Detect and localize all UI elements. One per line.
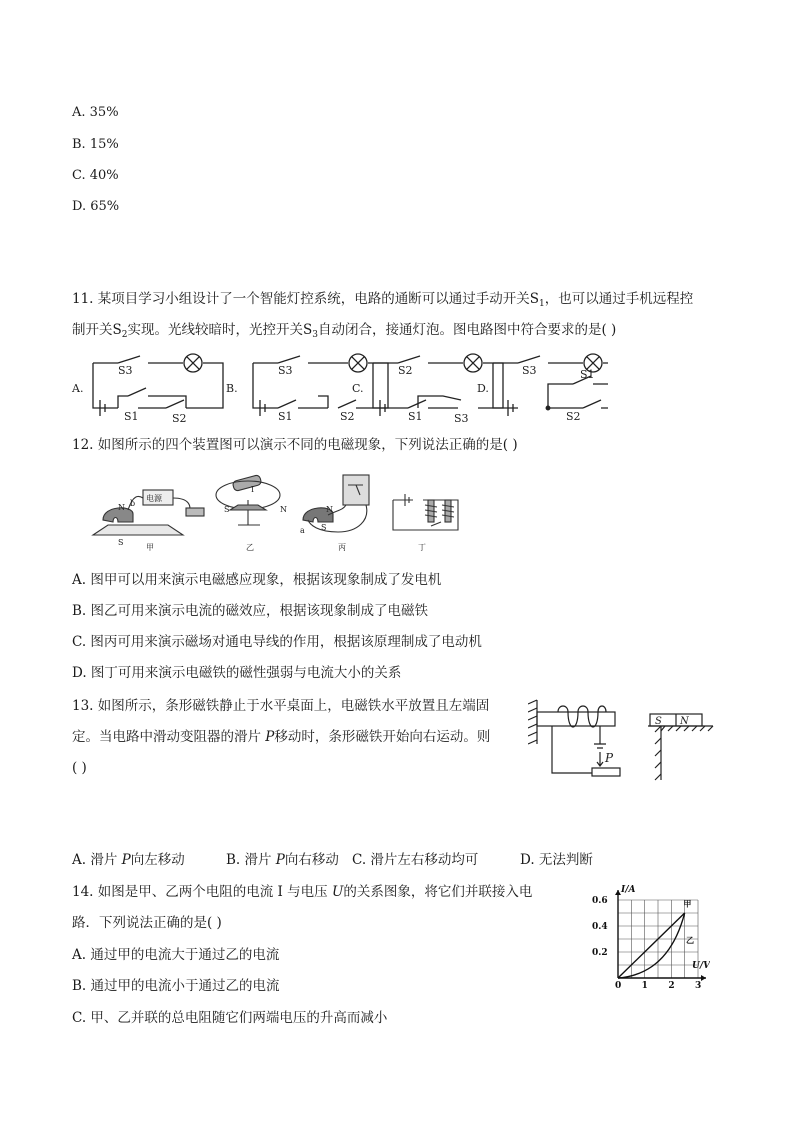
figure-jia-n: N [118, 503, 125, 512]
iv-chart [590, 882, 710, 990]
q14-stem-line1: 14. 如图是甲、乙两个电阻的电流 I 与电压 U的关系图象，将它们并联接入电 [72, 884, 533, 900]
x-tick-label: 1 [641, 981, 648, 990]
circuit-b-switch-1: S1 [278, 410, 293, 423]
circuit-d [493, 354, 608, 416]
q14-option-a: A. 通过甲的电流大于通过乙的电流 [72, 947, 280, 963]
q11-stem-line1: 11. 某项目学习小组设计了一个智能灯控系统，电路的通断可以通过手动开关$S_1$，也可以通过手机远程控 [72, 291, 694, 309]
figure-yi [216, 475, 280, 525]
circuit-label-d: D. [477, 382, 489, 395]
x-tick-label: 0 [615, 981, 622, 990]
q13-fig-s-label: S [655, 716, 662, 727]
figure-label-ding: 丁 [418, 543, 426, 552]
q13-fig-n-label: N [680, 716, 689, 727]
circuit-c-switch-2: S3 [454, 412, 469, 425]
q14-option-b: B. 通过甲的电流小于通过乙的电流 [72, 978, 280, 994]
circuit-d-top-switch: S3 [522, 364, 537, 377]
figure-bing-n: N [326, 505, 333, 514]
figure-label-jia: 甲 [146, 543, 154, 552]
y-axis-label: I/A [621, 885, 636, 895]
q13-fig-p-label: P [605, 751, 614, 765]
figure-bing-a: a [300, 526, 305, 535]
q13-option-d: D. 无法判断 [520, 852, 593, 868]
chart-series [618, 913, 685, 978]
q10-option-a: A. 35% [72, 105, 119, 120]
circuit-d-switch-1: S1 [580, 368, 595, 381]
circuit-label-a: A. [72, 382, 84, 395]
figure-yi-n: N [280, 505, 287, 514]
y-tick-label: 0.4 [592, 922, 608, 932]
circuit-label-c: C. [352, 382, 364, 395]
q10-option-b: B. 15% [72, 137, 119, 152]
q12-option-c: C. 图丙可用来演示磁场对通电导线的作用，根据该原理制成了电动机 [72, 634, 482, 650]
figure-jia-s: S [118, 538, 124, 547]
q11-stem-line2: 制开关$S_2$实现。光线较暗时，光控开关$S_3$自动闭合，接通灯泡。图电路图中符合要求的是( ) [72, 322, 617, 340]
x-axis-arrow [701, 975, 706, 981]
figure-bing-s: S [321, 523, 327, 532]
figure-ding [393, 494, 458, 530]
circuit-d-switch-2: S2 [566, 410, 581, 423]
figure-yi-s: S [224, 505, 230, 514]
q10-option-c: C. 40% [72, 168, 119, 183]
circuit-b-top-switch: S3 [278, 364, 293, 377]
circuit-a-top-switch: S3 [118, 364, 133, 377]
q10-option-d: D. 65% [72, 199, 120, 214]
circuit-b [253, 354, 388, 416]
circuit-a-switch-1: S1 [124, 410, 139, 423]
q13-option-a: A. 滑片 P向左移动 [72, 852, 185, 868]
x-axis-label: U/V [692, 961, 710, 971]
circuit-c-switch-1: S1 [408, 410, 423, 423]
q11-circuits-figure [68, 348, 608, 428]
figure-power-label: 电源 [146, 494, 162, 503]
series-jia-line [618, 913, 685, 978]
q13-stem-line3: ( ) [72, 760, 87, 776]
y-tick-label: 0.6 [592, 896, 608, 906]
q12-stem: 12. 如图所示的四个装置图可以演示不同的电磁现象，下列说法正确的是( ) [72, 437, 518, 453]
series-jia-label: 甲 [683, 898, 692, 909]
q12-option-a: A. 图甲可以用来演示电磁感应现象，根据该现象制成了发电机 [72, 572, 442, 588]
x-tick-label: 3 [695, 981, 702, 990]
circuit-b-switch-2: S2 [340, 410, 355, 423]
q12-figure [88, 470, 468, 554]
q13-option-c: C. 滑片左右移动均可 [352, 852, 479, 868]
figure-bing [303, 475, 369, 532]
x-tick-label: 2 [668, 981, 675, 990]
q12-option-d: D. 图丁可用来演示电磁铁的磁性强弱与电流大小的关系 [72, 665, 402, 681]
q13-figure [528, 696, 723, 786]
q14-option-c: C. 甲、乙并联的总电阻随它们两端电压的升高而减小 [72, 1010, 388, 1026]
circuit-c-top-switch: S2 [398, 364, 413, 377]
circuit-a [93, 354, 223, 416]
circuit-label-b: B. [226, 382, 238, 395]
figure-label-bing: 丙 [338, 543, 346, 552]
figure-label-yi: 乙 [246, 543, 254, 552]
q13-stem-line2: 定。当电路中滑动变阻器的滑片 P移动时，条形磁铁开始向右运动。则 [72, 729, 491, 745]
y-tick-label: 0.2 [592, 948, 608, 958]
figure-yi-i: I [251, 485, 255, 494]
q14-stem-line2: 路．下列说法正确的是( ) [72, 915, 222, 931]
circuit-a-switch-2: S2 [172, 412, 187, 425]
q13-option-b: B. 滑片 P向右移动 [226, 852, 339, 868]
chart-labels [592, 885, 710, 990]
figure-jia-b: b [130, 499, 136, 508]
series-yi-label: 乙 [686, 934, 694, 945]
q12-option-b: B. 图乙可用来演示电流的磁效应，根据该现象制成了电磁铁 [72, 603, 429, 619]
q13-stem-line1: 13. 如图所示，条形磁铁静止于水平桌面上，电磁铁水平放置且左端固 [72, 698, 490, 714]
